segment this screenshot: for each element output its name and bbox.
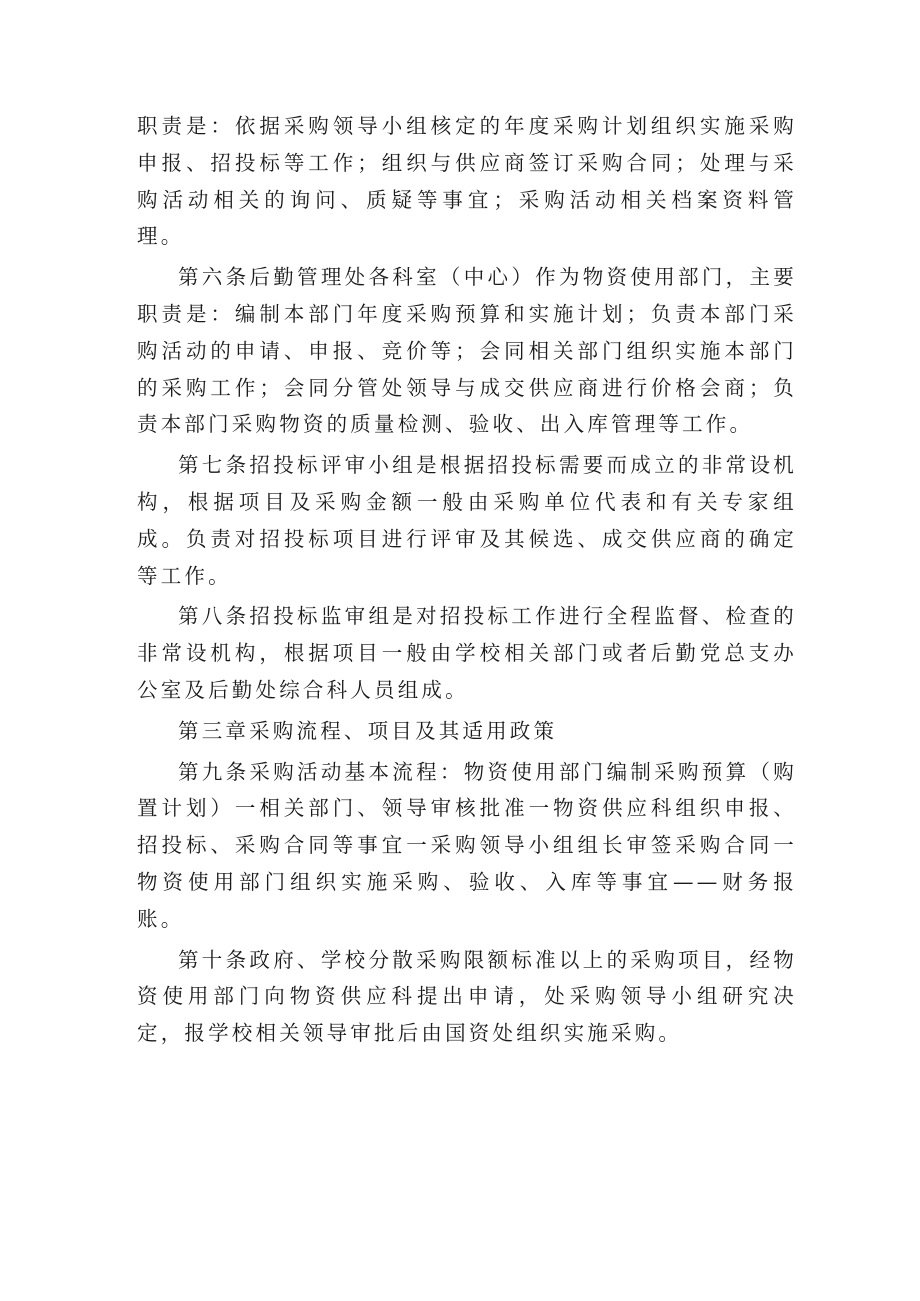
paragraph-article-8: 第八条招投标监审组是对招投标工作进行全程监督、检查的非常设机构，根据项目一般由学校相关部门或者后勤党总支办公室及后勤处综合科人员组成。 <box>137 604 797 702</box>
paragraph-article-10: 第十条政府、学校分散采购限额标准以上的采购项目，经物资使用部门向物资供应科提出申请，处采购领导小组研究决定，报学校相关领导审批后由国资处组织实施采购。 <box>137 947 797 1046</box>
paragraph-article-6: 第六条后勤管理处各科室（中心）作为物资使用部门，主要职责是：编制本部门年度采购预算和实施计划；负责本部门采购活动的申请、申报、竞价等；会同相关部门组织实施本部门的采购工作；会同分管处领导与成交供应商进行价格会商；负责本部门采购物资的质量检测、验收、出入库管理等工作。 <box>137 265 797 437</box>
document-body <box>137 108 797 1056</box>
paragraph-article-7: 第七条招投标评审小组是根据招投标需要而成立的非常设机构，根据项目及采购金额一般由采购单位代表和有关专家组成。负责对招投标项目进行评审及其候选、成交供应商的确定等工作。 <box>137 453 797 588</box>
paragraph-article-9: 第九条采购活动基本流程：物资使用部门编制采购预算（购置计划）一相关部门、领导审核批准一物资供应科组织申报、招投标、采购合同等事宜一采购领导小组组长审签采购合同一物资使用部门组织实施采购、验收、入库等事宜——财务报账。 <box>137 759 797 931</box>
paragraph-continuation: 职责是：依据采购领导小组核定的年度采购计划组织实施采购申报、招投标等工作；组织与供应商签订采购合同；处理与采购活动相关的询问、质疑等事宜；采购活动相关档案资料管理。 <box>137 114 797 249</box>
chapter-heading: 第三章采购流程、项目及其适用政策 <box>178 718 558 743</box>
